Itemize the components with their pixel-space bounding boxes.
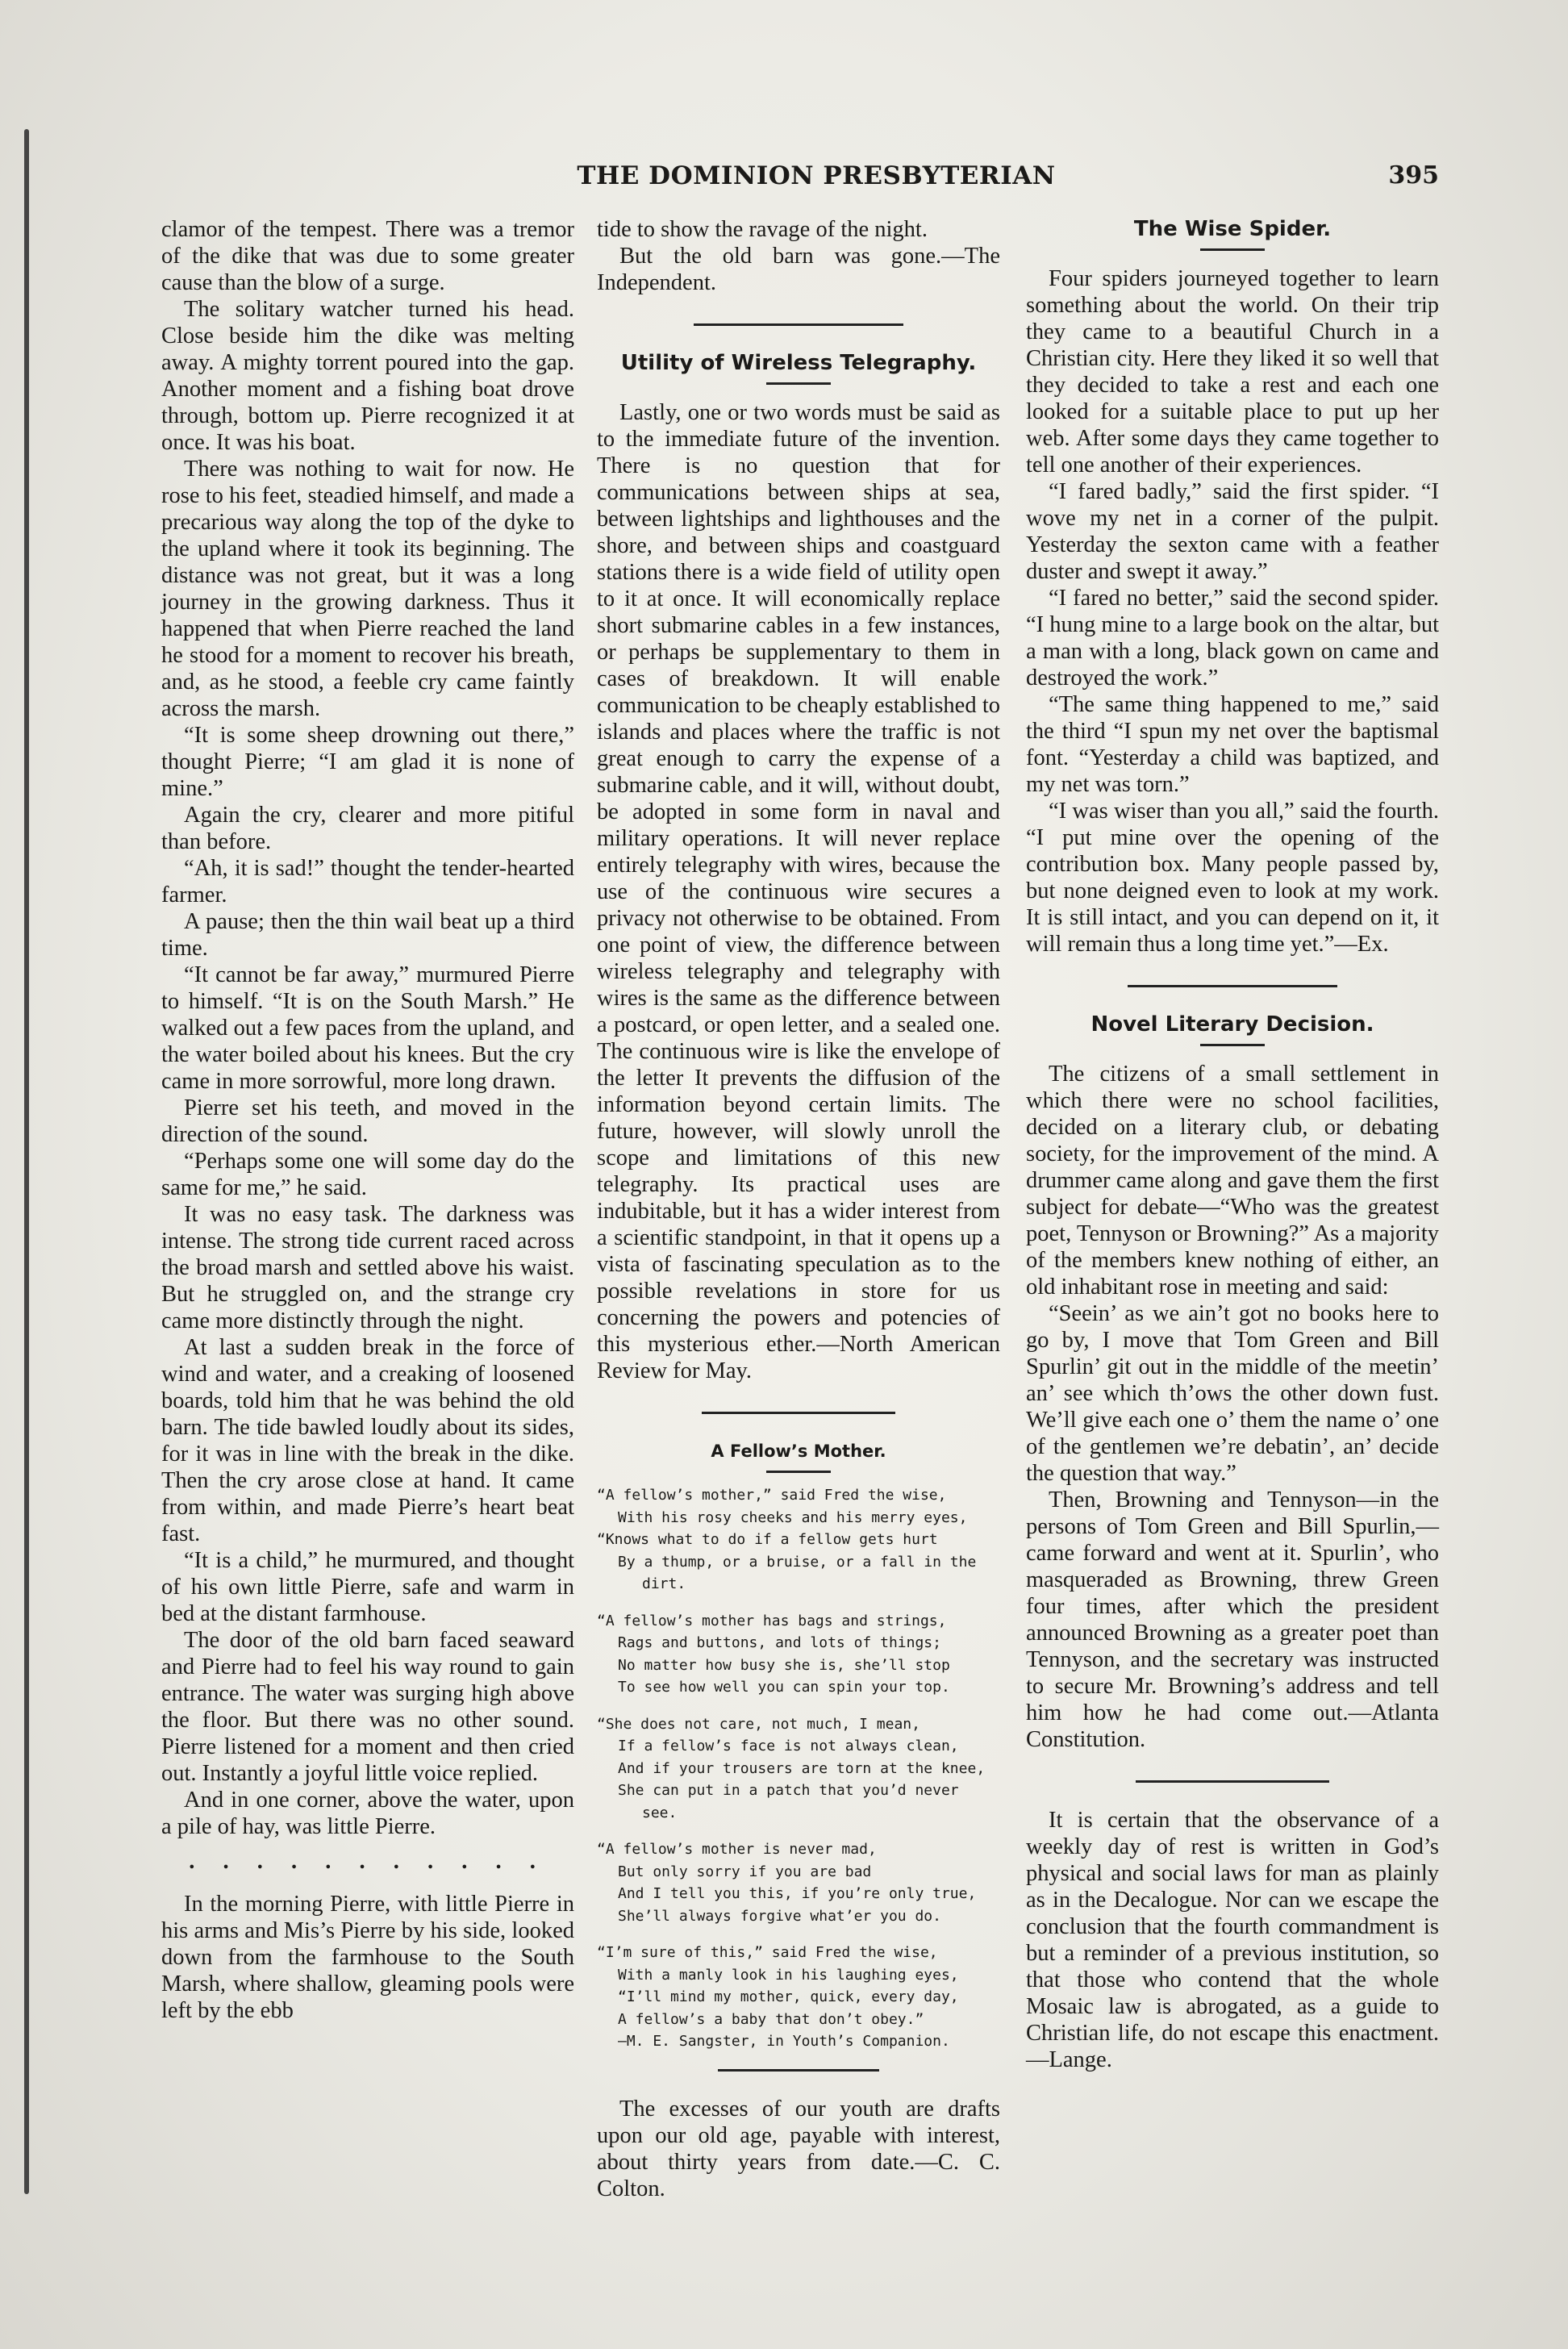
column-1 (161, 216, 574, 2024)
paragraph: The solitary watcher turned his head. Close beside him the dike was melting away. A mighty torrent poured into the gap. Another moment and a fishing boat drove through, bottom up. Pierre recognized it at once. It was his boat. (161, 297, 574, 455)
poem-line: If a fellow’s face is not always clean, (618, 1738, 959, 1754)
poem-line: No matter how busy she is, she’ll stop (618, 1656, 950, 1674)
paragraph: The citizens of a small settlement in which there were no school facilities, decided on a literary club, or debating society, for the improvement of the mind. A drummer came along and gave them the first subject for debate—“Who was the greatest poet, Tennyson or Browning?” As a majority of the members knew nothing of either, an old inhabitant rose in meeting and said: (1026, 1062, 1439, 1300)
paragraph: At last a sudden break in the force of wind and water, and a creaking of loosened boards, told him that he was behind the old barn. The tide bawled loudly about its sides, for it was in line with the break in the dike. Then the cry arose close at hand. It came from within, and made Pierre’s heart beat fast. (161, 1335, 574, 1546)
poem-stanza (597, 1942, 1000, 2053)
paragraph: Pierre set his teeth, and moved in the direction of the sound. (161, 1095, 574, 1147)
poem-line: “Knows what to do if a fellow gets hurt (597, 1531, 938, 1548)
poem-line: And I tell you this, if you’re only true, (618, 1885, 977, 1902)
page-header (161, 161, 1471, 194)
poem-line: And if your trousers are torn at the knee, (618, 1759, 986, 1777)
paragraph: “The same thing happened to me,” said the third “I spun my net over the baptismal font. “Yesterday a child was baptized, and my net was torn.” (1026, 692, 1439, 797)
paragraph: “I fared badly,” said the first spider. “I wove my net in a corner of the pulpit. Yesterday the sexton came with a feather duster and swept it away.” (1026, 479, 1439, 584)
poem-stanza (597, 1713, 1000, 1825)
poem-line: “I’ll mind my mother, quick, every day, (618, 1988, 959, 2005)
title-underline (766, 382, 831, 385)
paragraph-colton: The excesses of our youth are drafts upon our old age, payable with interest, about thirty years from date.—C. C. Colton. (597, 2096, 1000, 2201)
poem-line: “A fellow’s mother is never mad, (597, 1841, 877, 1858)
poem-line: With a manly look in his laughing eyes, (618, 1966, 959, 1984)
poem-line: By a thump, or a bruise, or a fall in the (618, 1553, 977, 1571)
paragraph: A pause; then the thin wail beat up a third time. (161, 909, 574, 961)
poem-line: “A fellow’s mother has bags and strings, (597, 1612, 947, 1629)
title-underline (766, 1471, 831, 1473)
poem-line: “She does not care, not much, I mean, (597, 1715, 920, 1733)
poem-line: With his rosy cheeks and his merry eyes, (618, 1508, 968, 1526)
poem-line: “I’m sure of this,” said Fred the wise, (597, 1944, 938, 1961)
poem (597, 1484, 1000, 2053)
paragraph: “Perhaps some one will some day do the same for me,” he said. (161, 1149, 574, 1200)
paragraph: Then, Browning and Tennyson—in the persons of Tom Green and Bill Spurlin,—came forward and went at it. Spurlin’, who masqueraded as Browning, threw Green four times, after which the president announced Browning as a greater poet than Tennyson, and the secretary was instructed to secure Mr. Browning’s address and tell him how he had come out.—Atlanta Constitution. (1026, 1487, 1439, 1752)
article-title-spider: The Wise Spider. (1133, 217, 1332, 241)
binding-edge (24, 129, 29, 2194)
poem-line: She’ll always forgive what’er you do. (618, 1907, 941, 1925)
poem-line: A fellow’s a baby that don’t obey.” (618, 2010, 924, 2028)
section-dots: . . . . . . . . . . . (189, 1849, 547, 1874)
divider-rule (702, 1412, 895, 1414)
article-body-wireless: Lastly, one or two words must be said as to the immediate future of the invention. There is no question that for communications between ships at sea, between lightships and lighthouses and the shore, and between ships and coastguard stations there is a wide field of utility open to it at once. It will economically replace short submarine cables in a few instances, or perhaps be supplementary to them in cases of breakdown. It will enable communication to be cheaply established to islands and places where the traffic is not great enough to carry the expense of a submarine cable, and it will, without doubt, be adopted in some form in naval and military operations. It will never replace entirely telegraphy with wires, because the use of the continuous wire secures a privacy not otherwise to be obtained. From one point of view, the difference between wireless telegraphy and telegraphy with wires is the same as the difference between a postcard, or open letter, and a sealed one. The continuous wire is like the envelope of the letter It prevents the diffusion of the information beyond certain limits. The future, however, will slowly unroll the scope and limitations of this new telegraphy. Its practical uses are indubitable, but it has a wider interest from a scientific standpoint, in that it opens up a vista of fascinating speculation as to the possible revelations in store for us concerning the powers and potencies of this mysterious ether.—North American Review for May. (597, 400, 1000, 1383)
paragraph: In the morning Pierre, with little Pierre in his arms and Mis’s Pierre by his side, looked down from the farmhouse to the South Marsh, where shallow, gleaming pools were left by the ebb (161, 1892, 574, 2023)
divider-rule (1128, 985, 1337, 987)
paragraph: There was nothing to wait for now. He rose to his feet, steadied himself, and made a precarious way along the top of the dyke to the upland where it took its beginning. The distance was not great, but it was a long journey in the growing darkness. Thus it happened that when Pierre reached the land he stood for a moment to recover his breath, and, as he stood, a feeble cry came faintly across the marsh. (161, 457, 574, 721)
divider-rule (718, 2069, 879, 2072)
poem-attribution: —M. E. Sangster, in Youth’s Companion. (618, 2033, 950, 2050)
title-underline (1200, 248, 1265, 251)
paragraph: “I fared no better,” said the second spider. “I hung mine to a large book on the altar, but a man with a long, black gown on came and destroyed the work.” (1026, 586, 1439, 691)
poem-line: “A fellow’s mother,” said Fred the wise, (597, 1487, 947, 1504)
article-title-wireless: Utility of Wireless Telegraphy. (620, 351, 977, 375)
paragraph: tide to show the ravage of the night. (597, 217, 928, 242)
poem-stanza (597, 1484, 1000, 1596)
poem-line: But only sorry if you are bad (618, 1863, 872, 1880)
paragraph: But the old barn was gone.—The Independent. (597, 244, 1000, 295)
paragraph: It was no easy task. The darkness was intense. The strong tide current raced across the broad marsh and settled above his waist. But he struggled on, and the strange cry came more distinctly through the night. (161, 1202, 574, 1333)
paragraph: “It cannot be far away,” murmured Pierre to himself. “It is on the South Marsh.” He walked out a few paces from the upland, and the water boiled about his knees. But the cry came in more sorrowful, more long drawn. (161, 962, 574, 1094)
paragraph: “It is some sheep drowning out there,” thought Pierre; “I am glad it is none of mine.” (161, 723, 574, 801)
column-2 (597, 216, 1000, 2202)
paragraph: Four spiders journeyed together to learn something about the world. On their trip they came to a beautiful Church in a Christian city. Here they liked it so well that they decided to take a rest and each one looked for a suitable place to put up her web. After some days they came together to tell one another of their experiences. (1026, 266, 1439, 478)
poem-stanza (597, 1610, 1000, 1699)
divider-rule (1136, 1780, 1329, 1783)
poem-title: A Fellow’s Mother. (711, 1442, 886, 1461)
paragraph-sabbath: It is certain that the observance of a weekly day of rest is written in God’s physical and social laws for man as plainly as in the Decalogue. Nor can we escape the conclusion that the fourth commandment is but a reminder of a previous institution, so that those who contend that the whole Mosaic law is abrogated, as a guide to Christian life, do not escape this enactment.—Lange. (1026, 1808, 1439, 2072)
paragraph: “Ah, it is sad!” thought the tender-hearted farmer. (161, 856, 574, 907)
paragraph: “It is a child,” he murmured, and thought of his own little Pierre, safe and warm in bed at the distant farmhouse. (161, 1548, 574, 1626)
paragraph: “Seein’ as we ain’t got no books here to go by, I move that Tom Green and Bill Spurlin’ git out in the middle of the meetin’ an’ see which th’ows the other down fust. We’ll give each one o’ them the name o’ one of the gentlemen we’re debatin’, an’ decide the question that way.” (1026, 1301, 1439, 1486)
column-3 (1026, 216, 1439, 2073)
title-underline (1200, 1044, 1265, 1046)
paragraph: “I was wiser than you all,” said the fourth. “I put mine over the opening of the contribution box. Many people passed by, but none deigned even to look at my work. It is still intact, and you can depend on it, it will remain thus a long time yet.”—Ex. (1026, 799, 1439, 957)
poem-line: To see how well you can spin your top. (618, 1679, 950, 1696)
poem-line: see. (642, 1804, 678, 1821)
masthead: THE DOMINION PRESBYTERIAN (577, 161, 1056, 190)
paragraph: And in one corner, above the water, upon a pile of hay, was little Pierre. (161, 1788, 574, 1839)
article-title-literary: Novel Literary Decision. (1091, 1012, 1374, 1037)
paragraph: Again the cry, clearer and more pitiful than before. (161, 803, 574, 854)
divider-rule (694, 323, 903, 326)
page-number: 395 (1388, 161, 1439, 190)
poem-line: dirt. (642, 1575, 686, 1592)
paragraph: The door of the old barn faced seaward and Pierre had to feel his way round to gain entrance. The water was surging high above the floor. But there was no other sound. Pierre listened for a moment and then cried out. Instantly a joyful little voice replied. (161, 1628, 574, 1786)
paragraph: clamor of the tempest. There was a tremor of the dike that was due to some greater cause than the blow of a surge. (161, 217, 574, 295)
poem-line: Rags and buttons, and lots of things; (618, 1634, 941, 1651)
poem-line: She can put in a patch that you’d never (618, 1782, 959, 1799)
poem-stanza (597, 1838, 1000, 1927)
